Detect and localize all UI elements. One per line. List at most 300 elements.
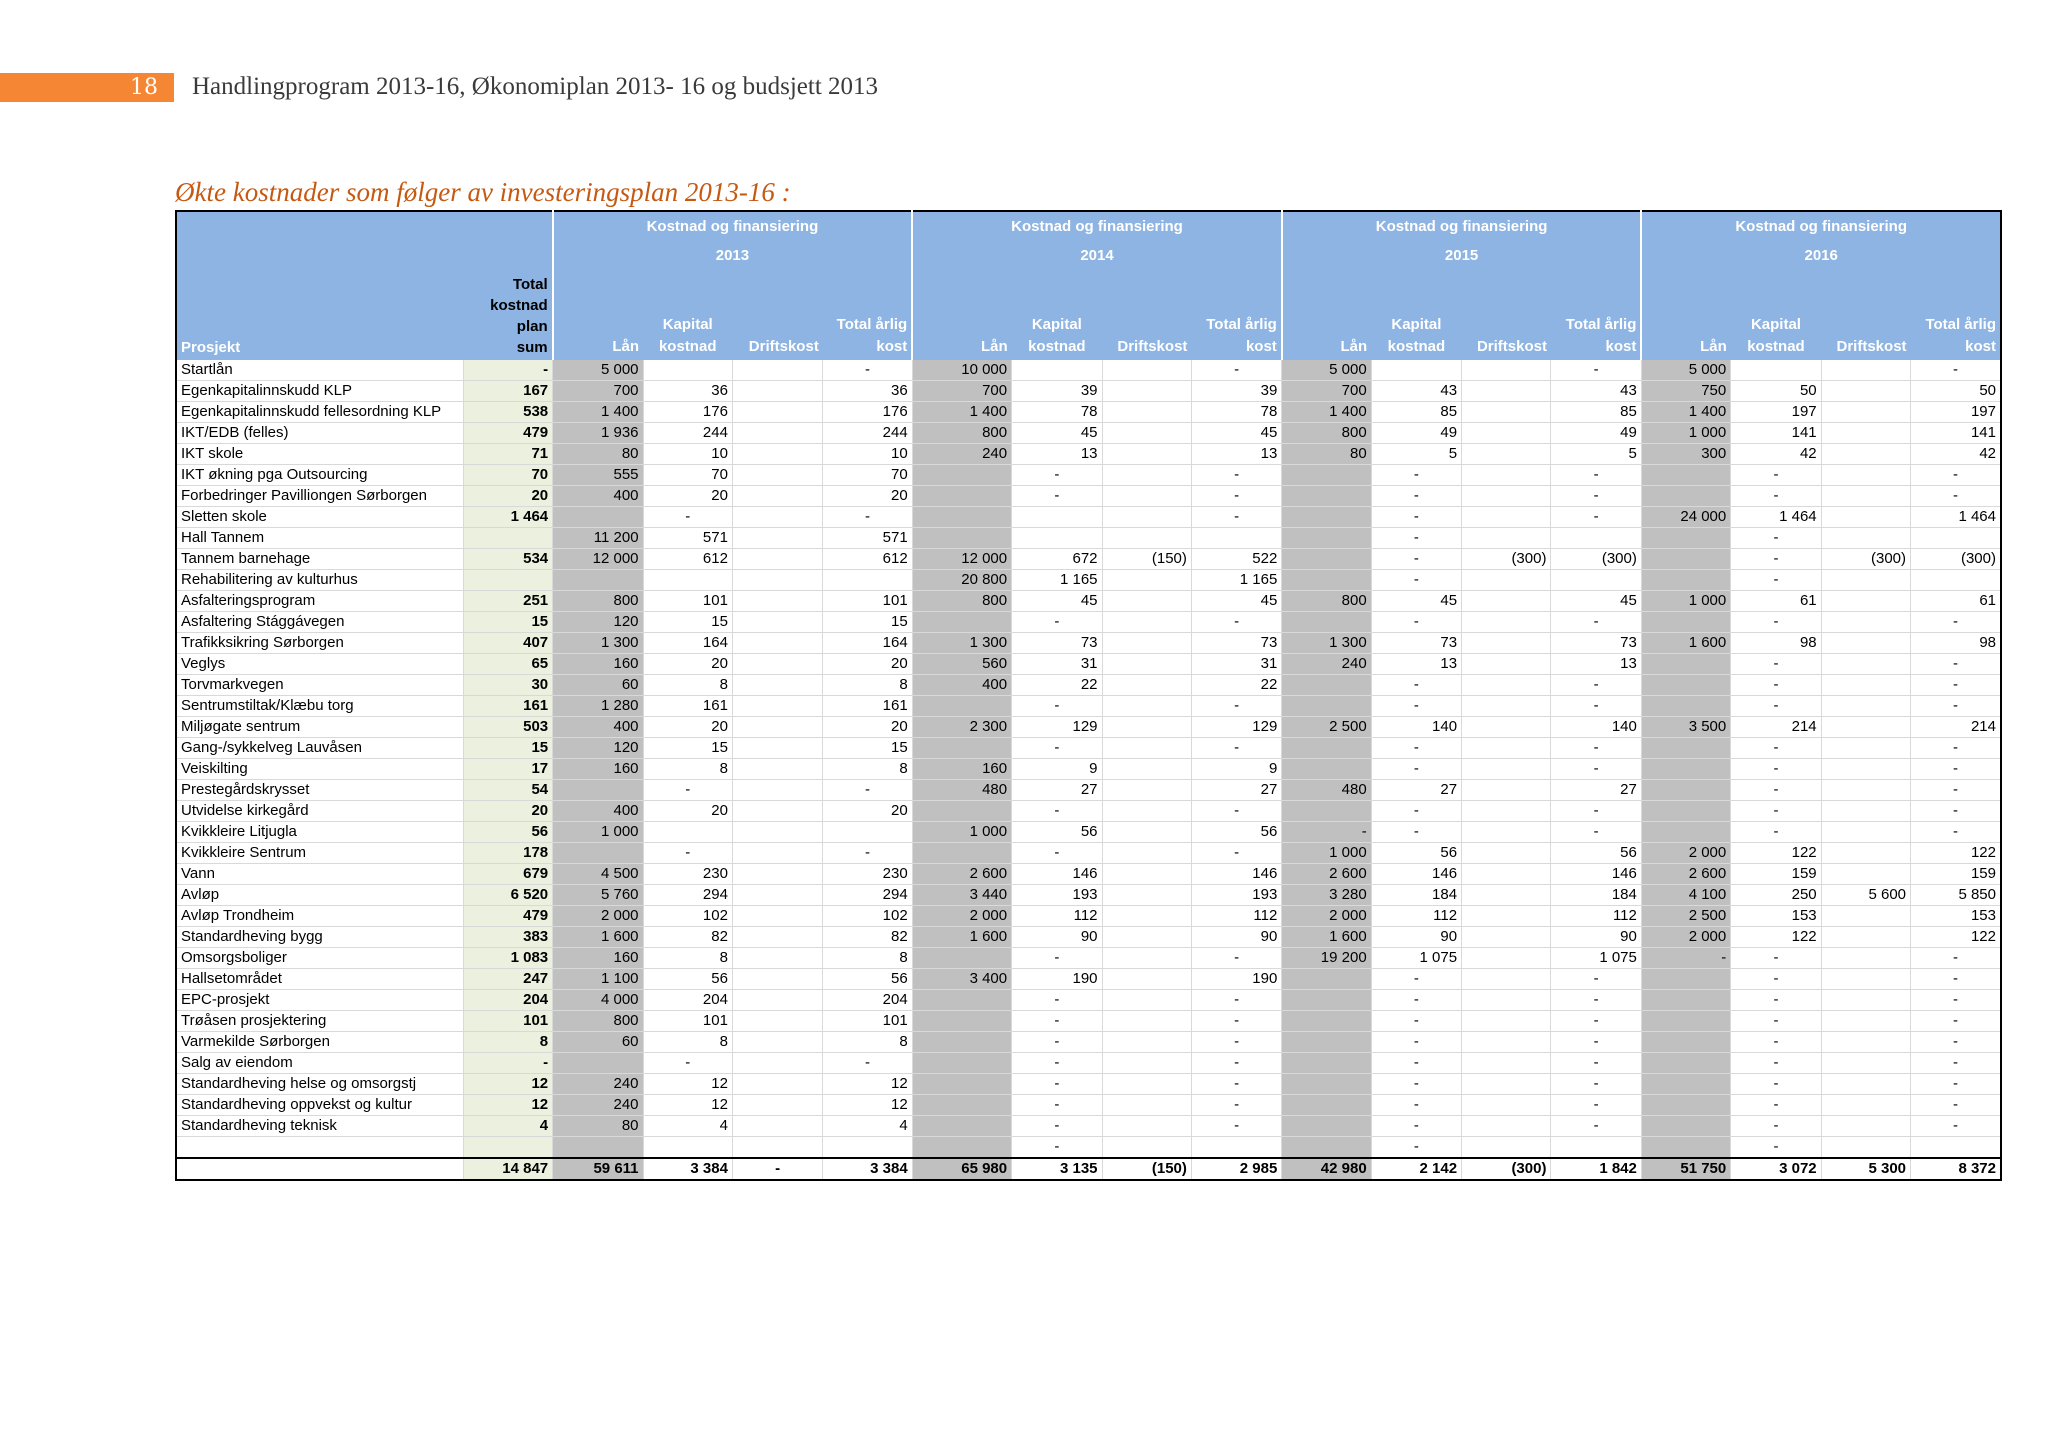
kapital-2016-cell: - xyxy=(1731,1074,1821,1095)
lan-2013-cell xyxy=(553,507,643,528)
drift-2015-cell xyxy=(1462,927,1551,948)
lan-2016-cell xyxy=(1641,1032,1730,1053)
kapital-2014-cell: 56 xyxy=(1012,822,1102,843)
drift-2015-cell xyxy=(1462,948,1551,969)
total-arlig-2013-cell: 10 xyxy=(823,444,912,465)
total-arlig-2014-cell xyxy=(1191,1137,1281,1159)
total-arlig-2016-cell: - xyxy=(1911,1095,2001,1116)
total-arlig-2016-cell: - xyxy=(1911,654,2001,675)
lan-2013-cell: 2 000 xyxy=(553,906,643,927)
lan-2013-cell xyxy=(553,843,643,864)
kapital-2016-cell: - xyxy=(1731,696,1821,717)
kapital-2014-cell: 3 135 xyxy=(1012,1158,1102,1180)
lan-2015-cell xyxy=(1282,570,1371,591)
drift-2014-cell xyxy=(1102,948,1191,969)
lan-2015-cell xyxy=(1282,1053,1371,1074)
drift-2015-cell xyxy=(1462,969,1551,990)
total-arlig-2016-cell: - xyxy=(1911,1116,2001,1137)
kapital-2015-cell: 45 xyxy=(1371,591,1461,612)
drift-2013-cell xyxy=(732,528,822,549)
total-arlig-2014-cell: - xyxy=(1191,801,1281,822)
kapital-2014-cell: 146 xyxy=(1012,864,1102,885)
lan-2016-cell: 5 000 xyxy=(1641,360,1730,381)
drift-2015-cell xyxy=(1462,444,1551,465)
kapital-2016-cell: - xyxy=(1731,549,1821,570)
total-arlig-2015-cell xyxy=(1551,528,1641,549)
lan-2014-cell: 160 xyxy=(912,759,1011,780)
kapital-2014-cell: - xyxy=(1012,612,1102,633)
drift-2016-cell xyxy=(1821,633,1910,654)
project-name: Salg av eiendom xyxy=(176,1053,463,1074)
lan-2013-cell: 1 936 xyxy=(553,423,643,444)
lan-2015-cell xyxy=(1282,612,1371,633)
project-name: Avløp xyxy=(176,885,463,906)
total-arlig-2014-cell: 90 xyxy=(1191,927,1281,948)
drift-2013-cell xyxy=(732,801,822,822)
kapital-2015-cell: - xyxy=(1371,1074,1461,1095)
total-arlig-2014-cell: - xyxy=(1191,612,1281,633)
kapital-2013-cell: 10 xyxy=(643,444,732,465)
table-row xyxy=(176,654,2001,675)
lan-2016-cell: 750 xyxy=(1641,381,1730,402)
investment-cost-table xyxy=(175,210,2002,1181)
lan-2013-cell: 400 xyxy=(553,486,643,507)
lan-2016-cell xyxy=(1641,675,1730,696)
lan-2015-cell xyxy=(1282,759,1371,780)
drift-2014-cell xyxy=(1102,1032,1191,1053)
kapital-2015-cell: 85 xyxy=(1371,402,1461,423)
kapital-2015-cell: - xyxy=(1371,486,1461,507)
drift-2014-cell xyxy=(1102,1011,1191,1032)
drift-2014-cell xyxy=(1102,927,1191,948)
drift-2015-cell xyxy=(1462,843,1551,864)
kapital-2014-cell: 27 xyxy=(1012,780,1102,801)
project-name: Tannem barnehage xyxy=(176,549,463,570)
lan-2016-cell: 2 000 xyxy=(1641,843,1730,864)
kapital-2016-cell: 197 xyxy=(1731,402,1821,423)
lan-2014-cell xyxy=(912,1074,1011,1095)
col-header-drift-2016: Driftskost xyxy=(1821,270,1910,360)
total-arlig-2014-cell: 129 xyxy=(1191,717,1281,738)
lan-2016-cell xyxy=(1641,1116,1730,1137)
lan-2013-cell: 1 300 xyxy=(553,633,643,654)
total-arlig-2015-cell xyxy=(1551,570,1641,591)
total-arlig-2016-cell: 141 xyxy=(1911,423,2001,444)
table-row xyxy=(176,612,2001,633)
total-cost-cell xyxy=(463,528,552,549)
lan-2015-cell xyxy=(1282,738,1371,759)
total-arlig-2013-cell: 8 xyxy=(823,948,912,969)
table-row xyxy=(176,423,2001,444)
lan-2013-cell: 240 xyxy=(553,1095,643,1116)
drift-2014-cell xyxy=(1102,885,1191,906)
lan-2014-cell xyxy=(912,801,1011,822)
table-row xyxy=(176,1074,2001,1095)
drift-2015-cell xyxy=(1462,528,1551,549)
total-arlig-2014-cell: 73 xyxy=(1191,633,1281,654)
drift-2013-cell xyxy=(732,843,822,864)
lan-2014-cell xyxy=(912,696,1011,717)
lan-2013-cell: 400 xyxy=(553,801,643,822)
table-row xyxy=(176,864,2001,885)
kapital-2014-cell: - xyxy=(1012,843,1102,864)
total-arlig-2015-cell: 5 xyxy=(1551,444,1641,465)
kapital-2016-cell: - xyxy=(1731,948,1821,969)
table-row xyxy=(176,969,2001,990)
total-arlig-2013-cell: 101 xyxy=(823,1011,912,1032)
kapital-2015-cell: 140 xyxy=(1371,717,1461,738)
lan-2014-cell xyxy=(912,1011,1011,1032)
project-name: Torvmarkvegen xyxy=(176,675,463,696)
kapital-2013-cell: 161 xyxy=(643,696,732,717)
project-name: Hall Tannem xyxy=(176,528,463,549)
kapital-2016-cell: - xyxy=(1731,528,1821,549)
total-arlig-2016-cell: 159 xyxy=(1911,864,2001,885)
total-cost-cell: 679 xyxy=(463,864,552,885)
total-arlig-2013-cell: - xyxy=(823,360,912,381)
kapital-2013-cell xyxy=(643,1137,732,1159)
kapital-2013-cell: 101 xyxy=(643,1011,732,1032)
lan-2015-cell xyxy=(1282,675,1371,696)
drift-2015-cell xyxy=(1462,612,1551,633)
drift-2016-cell xyxy=(1821,801,1910,822)
project-name: Egenkapitalinnskudd fellesordning KLP xyxy=(176,402,463,423)
kapital-2016-cell: 153 xyxy=(1731,906,1821,927)
kapital-2015-cell: - xyxy=(1371,990,1461,1011)
total-arlig-2014-cell: 2 985 xyxy=(1191,1158,1281,1180)
col-header-total-2014: Total årlig kost xyxy=(1191,270,1281,360)
kapital-2014-cell: 45 xyxy=(1012,591,1102,612)
kapital-2016-cell: - xyxy=(1731,738,1821,759)
lan-2016-cell xyxy=(1641,612,1730,633)
project-name: Sletten skole xyxy=(176,507,463,528)
total-arlig-2015-cell: 56 xyxy=(1551,843,1641,864)
total-arlig-2013-cell: - xyxy=(823,843,912,864)
kapital-2013-cell: 230 xyxy=(643,864,732,885)
total-cost-cell: 17 xyxy=(463,759,552,780)
kapital-2013-cell: 82 xyxy=(643,927,732,948)
kapital-2016-cell: 214 xyxy=(1731,717,1821,738)
total-arlig-2013-cell: 204 xyxy=(823,990,912,1011)
total-arlig-2014-cell: - xyxy=(1191,1011,1281,1032)
lan-2013-cell: 1 400 xyxy=(553,402,643,423)
col-header-kapital-2013: Kapital kostnad xyxy=(643,270,732,360)
drift-2016-cell: (300) xyxy=(1821,549,1910,570)
drift-2014-cell xyxy=(1102,1053,1191,1074)
kapital-2014-cell: 193 xyxy=(1012,885,1102,906)
total-arlig-2016-cell: - xyxy=(1911,1011,2001,1032)
lan-2015-cell: 2 000 xyxy=(1282,906,1371,927)
lan-2014-cell xyxy=(912,1032,1011,1053)
kapital-2016-cell: - xyxy=(1731,990,1821,1011)
col-header-kapital-2016: Kapital kostnad xyxy=(1731,270,1821,360)
total-arlig-2013-cell: 161 xyxy=(823,696,912,717)
total-arlig-2014-cell: 45 xyxy=(1191,423,1281,444)
total-arlig-2015-cell: - xyxy=(1551,759,1641,780)
kapital-2014-cell: - xyxy=(1012,465,1102,486)
total-arlig-2015-cell: - xyxy=(1551,675,1641,696)
lan-2015-cell xyxy=(1282,1074,1371,1095)
drift-2014-cell xyxy=(1102,717,1191,738)
total-arlig-2014-cell: - xyxy=(1191,360,1281,381)
drift-2013-cell xyxy=(732,360,822,381)
group-label-2014: Kostnad og finansiering xyxy=(912,211,1282,241)
drift-2015-cell xyxy=(1462,864,1551,885)
total-arlig-2013-cell: 20 xyxy=(823,486,912,507)
drift-2015-cell xyxy=(1462,675,1551,696)
drift-2015-cell xyxy=(1462,738,1551,759)
kapital-2015-cell: - xyxy=(1371,1137,1461,1159)
table-row xyxy=(176,885,2001,906)
total-arlig-2015-cell: 184 xyxy=(1551,885,1641,906)
lan-2014-cell: 1 000 xyxy=(912,822,1011,843)
table-row xyxy=(176,759,2001,780)
kapital-2015-cell: 90 xyxy=(1371,927,1461,948)
kapital-2013-cell: 20 xyxy=(643,486,732,507)
lan-2013-cell: 160 xyxy=(553,654,643,675)
lan-2015-cell: 2 600 xyxy=(1282,864,1371,885)
total-arlig-2014-cell: 13 xyxy=(1191,444,1281,465)
kapital-2013-cell: 15 xyxy=(643,738,732,759)
drift-2013-cell xyxy=(732,759,822,780)
lan-2013-cell: 1 280 xyxy=(553,696,643,717)
lan-2014-cell: 10 000 xyxy=(912,360,1011,381)
total-arlig-2016-cell: 214 xyxy=(1911,717,2001,738)
drift-2014-cell xyxy=(1102,843,1191,864)
total-arlig-2015-cell: 1 075 xyxy=(1551,948,1641,969)
total-arlig-2013-cell: 244 xyxy=(823,423,912,444)
drift-2015-cell xyxy=(1462,360,1551,381)
lan-2013-cell: 59 611 xyxy=(553,1158,643,1180)
kapital-2013-cell: 15 xyxy=(643,612,732,633)
total-arlig-2016-cell: - xyxy=(1911,1032,2001,1053)
project-name: IKT skole xyxy=(176,444,463,465)
drift-2013-cell xyxy=(732,1032,822,1053)
total-arlig-2013-cell: 15 xyxy=(823,738,912,759)
kapital-2013-cell: 20 xyxy=(643,654,732,675)
total-arlig-2016-cell: 8 372 xyxy=(1911,1158,2001,1180)
total-arlig-2016-cell: - xyxy=(1911,612,2001,633)
kapital-2013-cell xyxy=(643,360,732,381)
lan-2016-cell: 1 600 xyxy=(1641,633,1730,654)
lan-2016-cell xyxy=(1641,1011,1730,1032)
total-arlig-2015-cell: 140 xyxy=(1551,717,1641,738)
kapital-2016-cell: - xyxy=(1731,1053,1821,1074)
lan-2013-cell: 12 000 xyxy=(553,549,643,570)
total-cost-cell: 161 xyxy=(463,696,552,717)
drift-2014-cell xyxy=(1102,444,1191,465)
drift-2014-cell xyxy=(1102,423,1191,444)
drift-2015-cell xyxy=(1462,1074,1551,1095)
lan-2014-cell: 1 600 xyxy=(912,927,1011,948)
total-cost-cell: 15 xyxy=(463,738,552,759)
total-arlig-2016-cell: 153 xyxy=(1911,906,2001,927)
total-cost-cell: - xyxy=(463,1053,552,1074)
lan-2016-cell: - xyxy=(1641,948,1730,969)
total-arlig-2013-cell: 12 xyxy=(823,1074,912,1095)
kapital-2013-cell: 8 xyxy=(643,675,732,696)
lan-2015-cell xyxy=(1282,801,1371,822)
drift-2014-cell xyxy=(1102,864,1191,885)
drift-2013-cell xyxy=(732,1074,822,1095)
kapital-2015-cell: - xyxy=(1371,612,1461,633)
total-cost-cell: 6 520 xyxy=(463,885,552,906)
total-arlig-2014-cell: 78 xyxy=(1191,402,1281,423)
lan-2013-cell: 400 xyxy=(553,717,643,738)
lan-2016-cell xyxy=(1641,1095,1730,1116)
kapital-2016-cell: - xyxy=(1731,1137,1821,1159)
drift-2016-cell xyxy=(1821,486,1910,507)
kapital-2014-cell: 39 xyxy=(1012,381,1102,402)
table-row xyxy=(176,507,2001,528)
lan-2014-cell xyxy=(912,1137,1011,1159)
project-name: Varmekilde Sørborgen xyxy=(176,1032,463,1053)
kapital-2014-cell: 22 xyxy=(1012,675,1102,696)
total-arlig-2014-cell: 27 xyxy=(1191,780,1281,801)
kapital-2015-cell: - xyxy=(1371,738,1461,759)
lan-2014-cell xyxy=(912,738,1011,759)
lan-2014-cell: 2 000 xyxy=(912,906,1011,927)
table-row xyxy=(176,843,2001,864)
drift-2014-cell xyxy=(1102,969,1191,990)
drift-2016-cell: 5 600 xyxy=(1821,885,1910,906)
drift-2016-cell xyxy=(1821,444,1910,465)
total-arlig-2016-cell: - xyxy=(1911,1074,2001,1095)
total-arlig-2015-cell: 1 842 xyxy=(1551,1158,1641,1180)
col-header-total-2016: Total årlig kost xyxy=(1911,270,2001,360)
drift-2013-cell xyxy=(732,549,822,570)
kapital-2014-cell: - xyxy=(1012,486,1102,507)
kapital-2014-cell: - xyxy=(1012,738,1102,759)
lan-2013-cell: 11 200 xyxy=(553,528,643,549)
total-arlig-2016-cell: - xyxy=(1911,486,2001,507)
lan-2015-cell: 1 000 xyxy=(1282,843,1371,864)
total-cost-cell: 30 xyxy=(463,675,552,696)
kapital-2013-cell: 8 xyxy=(643,1032,732,1053)
total-row xyxy=(176,1158,2001,1180)
drift-2016-cell xyxy=(1821,696,1910,717)
kapital-2016-cell: 1 464 xyxy=(1731,507,1821,528)
drift-2014-cell xyxy=(1102,612,1191,633)
total-arlig-2013-cell: 102 xyxy=(823,906,912,927)
kapital-2014-cell: 672 xyxy=(1012,549,1102,570)
drift-2016-cell xyxy=(1821,591,1910,612)
kapital-2013-cell: 294 xyxy=(643,885,732,906)
total-arlig-2016-cell xyxy=(1911,528,2001,549)
drift-2016-cell xyxy=(1821,423,1910,444)
table-row xyxy=(176,360,2001,381)
drift-2016-cell xyxy=(1821,822,1910,843)
drift-2013-cell xyxy=(732,927,822,948)
kapital-2014-cell: - xyxy=(1012,1095,1102,1116)
total-arlig-2016-cell: - xyxy=(1911,990,2001,1011)
total-arlig-2016-cell: - xyxy=(1911,1053,2001,1074)
lan-2014-cell: 400 xyxy=(912,675,1011,696)
total-arlig-2013-cell: 36 xyxy=(823,381,912,402)
drift-2016-cell xyxy=(1821,507,1910,528)
kapital-2013-cell: 4 xyxy=(643,1116,732,1137)
drift-2016-cell xyxy=(1821,759,1910,780)
drift-2016-cell xyxy=(1821,780,1910,801)
lan-2014-cell: 2 600 xyxy=(912,864,1011,885)
drift-2013-cell xyxy=(732,990,822,1011)
kapital-2015-cell: 43 xyxy=(1371,381,1461,402)
total-arlig-2015-cell: - xyxy=(1551,969,1641,990)
drift-2015-cell xyxy=(1462,696,1551,717)
drift-2016-cell xyxy=(1821,402,1910,423)
project-name: Standardheving helse og omsorgstj xyxy=(176,1074,463,1095)
total-cost-cell: 1 083 xyxy=(463,948,552,969)
kapital-2014-cell: 190 xyxy=(1012,969,1102,990)
table-row xyxy=(176,570,2001,591)
table-row xyxy=(176,738,2001,759)
drift-2016-cell xyxy=(1821,1095,1910,1116)
kapital-2014-cell: - xyxy=(1012,1074,1102,1095)
lan-2016-cell: 3 500 xyxy=(1641,717,1730,738)
lan-2015-cell xyxy=(1282,969,1371,990)
lan-2016-cell xyxy=(1641,1137,1730,1159)
total-arlig-2013-cell: 612 xyxy=(823,549,912,570)
total-cost-cell: 14 847 xyxy=(463,1158,552,1180)
lan-2013-cell: 5 760 xyxy=(553,885,643,906)
total-arlig-2013-cell: - xyxy=(823,1053,912,1074)
drift-2016-cell xyxy=(1821,969,1910,990)
drift-2015-cell: (300) xyxy=(1462,549,1551,570)
total-arlig-2015-cell: - xyxy=(1551,738,1641,759)
kapital-2014-cell: 90 xyxy=(1012,927,1102,948)
kapital-2016-cell: - xyxy=(1731,1011,1821,1032)
project-name: Standardheving oppvekst og kultur xyxy=(176,1095,463,1116)
lan-2013-cell: 60 xyxy=(553,1032,643,1053)
total-arlig-2014-cell: - xyxy=(1191,843,1281,864)
total-cost-cell: 71 xyxy=(463,444,552,465)
lan-2016-cell: 4 100 xyxy=(1641,885,1730,906)
kapital-2015-cell: - xyxy=(1371,1053,1461,1074)
kapital-2013-cell: 36 xyxy=(643,381,732,402)
drift-2015-cell xyxy=(1462,381,1551,402)
kapital-2015-cell: 13 xyxy=(1371,654,1461,675)
total-arlig-2014-cell: - xyxy=(1191,1116,1281,1137)
total-arlig-2016-cell xyxy=(1911,570,2001,591)
drift-2014-cell xyxy=(1102,1137,1191,1159)
kapital-2014-cell: - xyxy=(1012,1053,1102,1074)
lan-2016-cell: 1 000 xyxy=(1641,423,1730,444)
lan-2013-cell: 80 xyxy=(553,1116,643,1137)
table-row xyxy=(176,486,2001,507)
kapital-2014-cell: 78 xyxy=(1012,402,1102,423)
total-cost-cell: 204 xyxy=(463,990,552,1011)
drift-2013-cell xyxy=(732,507,822,528)
total-arlig-2014-cell: 31 xyxy=(1191,654,1281,675)
table-header xyxy=(176,211,2001,360)
total-arlig-2015-cell: 27 xyxy=(1551,780,1641,801)
total-arlig-2015-cell: 43 xyxy=(1551,381,1641,402)
total-arlig-2013-cell xyxy=(823,570,912,591)
col-header-lan-2016: Lån xyxy=(1641,270,1730,360)
kapital-2013-cell: 8 xyxy=(643,759,732,780)
drift-2013-cell xyxy=(732,1116,822,1137)
total-cost-cell: 12 xyxy=(463,1095,552,1116)
lan-2015-cell: 1 300 xyxy=(1282,633,1371,654)
drift-2015-cell xyxy=(1462,1011,1551,1032)
lan-2015-cell: 700 xyxy=(1282,381,1371,402)
drift-2014-cell xyxy=(1102,654,1191,675)
drift-2013-cell xyxy=(732,675,822,696)
total-arlig-2013-cell: 56 xyxy=(823,969,912,990)
kapital-2016-cell xyxy=(1731,360,1821,381)
drift-2016-cell xyxy=(1821,654,1910,675)
drift-2013-cell xyxy=(732,948,822,969)
